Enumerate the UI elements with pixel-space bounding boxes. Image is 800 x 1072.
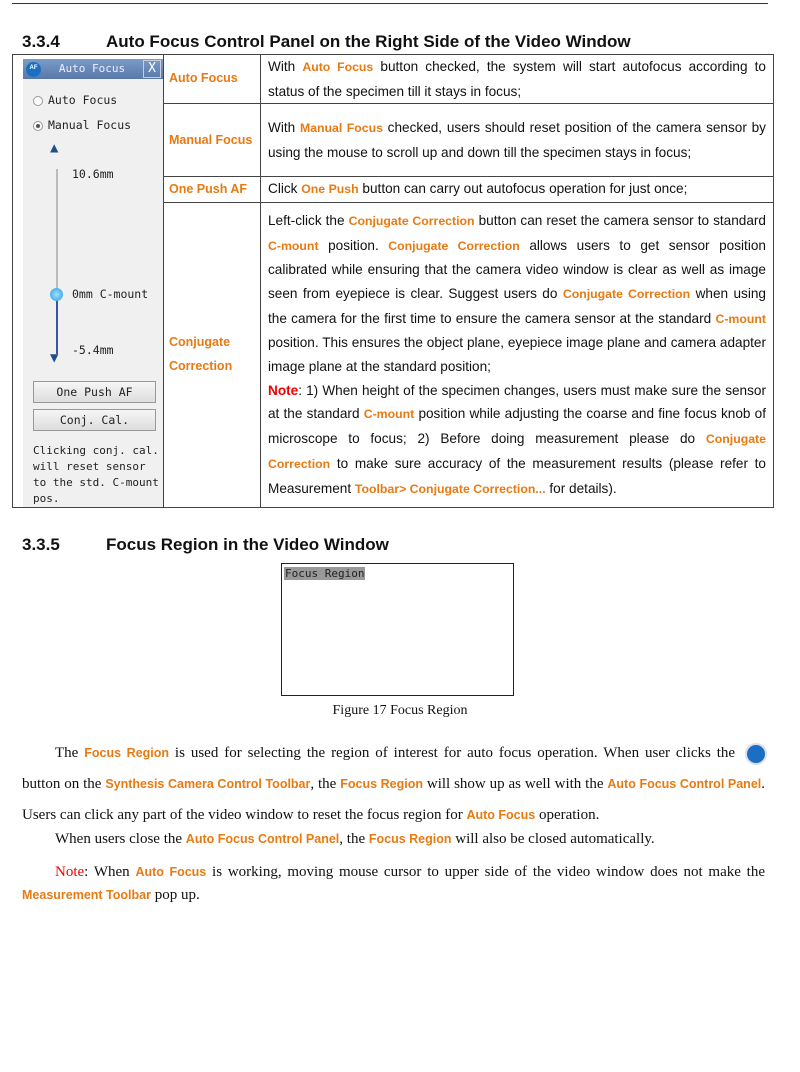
- highlighted-term: C-mount: [268, 238, 319, 253]
- text-segment: button on the: [22, 776, 106, 792]
- highlighted-term: Auto Focus: [302, 60, 374, 74]
- text-segment: checked, users should reset position of the camera sensor by using the mouse to scroll up and down till the specimen stays in focus;: [268, 120, 766, 160]
- text-segment: position while adjusting the coarse and fine focus knob of microscope to focus; 2) Before doing measurement please do: [268, 406, 766, 447]
- radio-icon: [33, 96, 43, 106]
- radio-label: Auto Focus: [48, 93, 118, 107]
- row-description: [261, 55, 774, 104]
- text-segment: : When: [84, 864, 136, 880]
- auto-focus-table: [12, 54, 774, 508]
- text-segment: Click: [268, 181, 302, 197]
- paragraph: [22, 738, 790, 831]
- text-segment: for details).: [545, 480, 617, 496]
- slider-handle[interactable]: [50, 288, 63, 301]
- auto-focus-panel: [23, 59, 163, 507]
- radio-checked-icon: [33, 121, 43, 131]
- text-segment: allows users to get sensor position calibrated while ensuring that the camera video window is clear as well as image seen from eyepiece is clear. Suggest users do: [268, 237, 766, 301]
- row-description: [261, 104, 774, 177]
- text-segment: Left-click the: [268, 212, 349, 228]
- text-segment: operation.: [535, 807, 600, 823]
- panel-titlebar: [23, 59, 163, 79]
- text-segment: With: [268, 120, 300, 136]
- close-icon[interactable]: X: [143, 60, 161, 78]
- text-segment: position.: [318, 237, 389, 253]
- text-segment: . Users can click any part of the video window to reset the focus region for: [22, 776, 765, 823]
- text-segment: is working, moving mouse cursor to upper side of the video window does not make the: [206, 864, 765, 880]
- text-segment: button checked, the system will start autofocus according to status of the specimen till it stays in focus;: [268, 59, 766, 99]
- highlighted-term: Manual Focus: [299, 121, 383, 136]
- slider-min-label: -5.4mm: [72, 343, 114, 357]
- row-description: [261, 177, 774, 203]
- text-segment: will also be closed automatically.: [451, 831, 655, 847]
- section-number: 3.3.5: [22, 535, 60, 554]
- header-rule: [12, 3, 768, 4]
- text-segment: , the: [310, 776, 341, 792]
- af-icon: AF: [26, 62, 41, 77]
- focus-region-figure: [281, 563, 514, 696]
- text-segment: When users close the: [55, 831, 186, 847]
- slider-track[interactable]: [56, 169, 58, 294]
- paragraph: [22, 861, 765, 907]
- slider-mid-label: 0mm C-mount: [72, 287, 149, 301]
- row-label: One Push AF: [164, 177, 261, 203]
- highlighted-term: Auto Focus Control Panel: [607, 777, 762, 791]
- highlighted-term: C-mount: [363, 407, 415, 422]
- text-segment: , the: [339, 831, 369, 847]
- section-heading-3-3-4: [22, 32, 631, 52]
- note-label: Note: [268, 382, 299, 398]
- text-segment: With: [268, 59, 303, 74]
- text-segment: The: [55, 745, 85, 761]
- focus-region-label: Focus Region: [285, 567, 365, 580]
- one-push-af-button[interactable]: One Push AF: [33, 381, 156, 403]
- highlighted-term: C-mount: [715, 311, 766, 326]
- highlighted-term: Toolbar> Conjugate Correction...: [354, 481, 546, 496]
- panel-cell: [13, 55, 164, 508]
- highlighted-term: Conjugate Correction: [268, 432, 766, 471]
- row-label: Manual Focus: [164, 104, 261, 177]
- panel-title: Auto Focus: [58, 62, 126, 76]
- conj-cal-button[interactable]: Conj. Cal.: [33, 409, 156, 431]
- arrow-up-icon[interactable]: ▲: [50, 140, 59, 156]
- highlighted-term: Focus Region: [84, 746, 170, 760]
- slider-max-label: 10.6mm: [72, 167, 114, 181]
- highlighted-term: Measurement Toolbar: [22, 888, 151, 902]
- highlighted-term: Auto Focus: [466, 808, 536, 822]
- radio-label: Manual Focus: [48, 118, 132, 132]
- af-button-icon: AF: [747, 745, 765, 763]
- highlighted-term: Auto Focus: [135, 865, 207, 879]
- arrow-down-icon[interactable]: ▼: [50, 350, 59, 366]
- section-title: Focus Region in the Video Window: [106, 535, 389, 554]
- slider-fill: [56, 294, 58, 354]
- highlighted-term: Conjugate Correction: [348, 213, 475, 228]
- highlighted-term: Focus Region: [340, 777, 423, 791]
- text-segment: is used for selecting the region of interest for auto focus operation. When user clicks the: [169, 745, 741, 761]
- highlighted-term: Conjugate Correction: [388, 238, 520, 253]
- text-segment: position. This ensures the object plane, eyepiece image plane and camera adapter image plane at the standard position;: [268, 335, 766, 375]
- highlighted-term: Auto Focus Control Panel: [185, 832, 340, 846]
- text-segment: to make sure accuracy of the measurement results (please refer to Measurement: [268, 455, 766, 496]
- text-segment: : 1) When height of the specimen changes, users must make sure the sensor at the standard: [268, 382, 766, 422]
- text-segment: button can reset the camera sensor to standard: [474, 212, 766, 228]
- radio-manual-focus[interactable]: [33, 114, 131, 138]
- row-label: Auto Focus: [164, 55, 261, 104]
- panel-note: Clicking conj. cal. will reset sensor to the std. C-mount pos.: [33, 444, 159, 505]
- highlighted-term: Focus Region: [368, 832, 452, 846]
- paragraph: [22, 828, 765, 851]
- radio-auto-focus[interactable]: [33, 89, 117, 113]
- section-number: 3.3.4: [22, 32, 60, 51]
- section-heading-3-3-5: [22, 535, 389, 555]
- highlighted-term: One Push: [301, 182, 359, 197]
- text-segment: when using the camera for the first time to ensure the camera sensor at the standard: [268, 285, 766, 326]
- text-segment: button can carry out autofocus operation for just once;: [358, 181, 688, 197]
- highlighted-term: Synthesis Camera Control Toolbar: [105, 777, 311, 791]
- row-description: [261, 203, 774, 508]
- row-label: Conjugate Correction: [164, 203, 261, 508]
- note-label: Note: [55, 864, 85, 880]
- text-segment: will show up as well with the: [423, 776, 608, 792]
- text-segment: pop up.: [150, 887, 200, 903]
- highlighted-term: Conjugate Correction: [562, 286, 691, 301]
- section-title: Auto Focus Control Panel on the Right Side of the Video Window: [106, 32, 631, 51]
- figure-caption: Figure 17 Focus Region: [332, 703, 468, 718]
